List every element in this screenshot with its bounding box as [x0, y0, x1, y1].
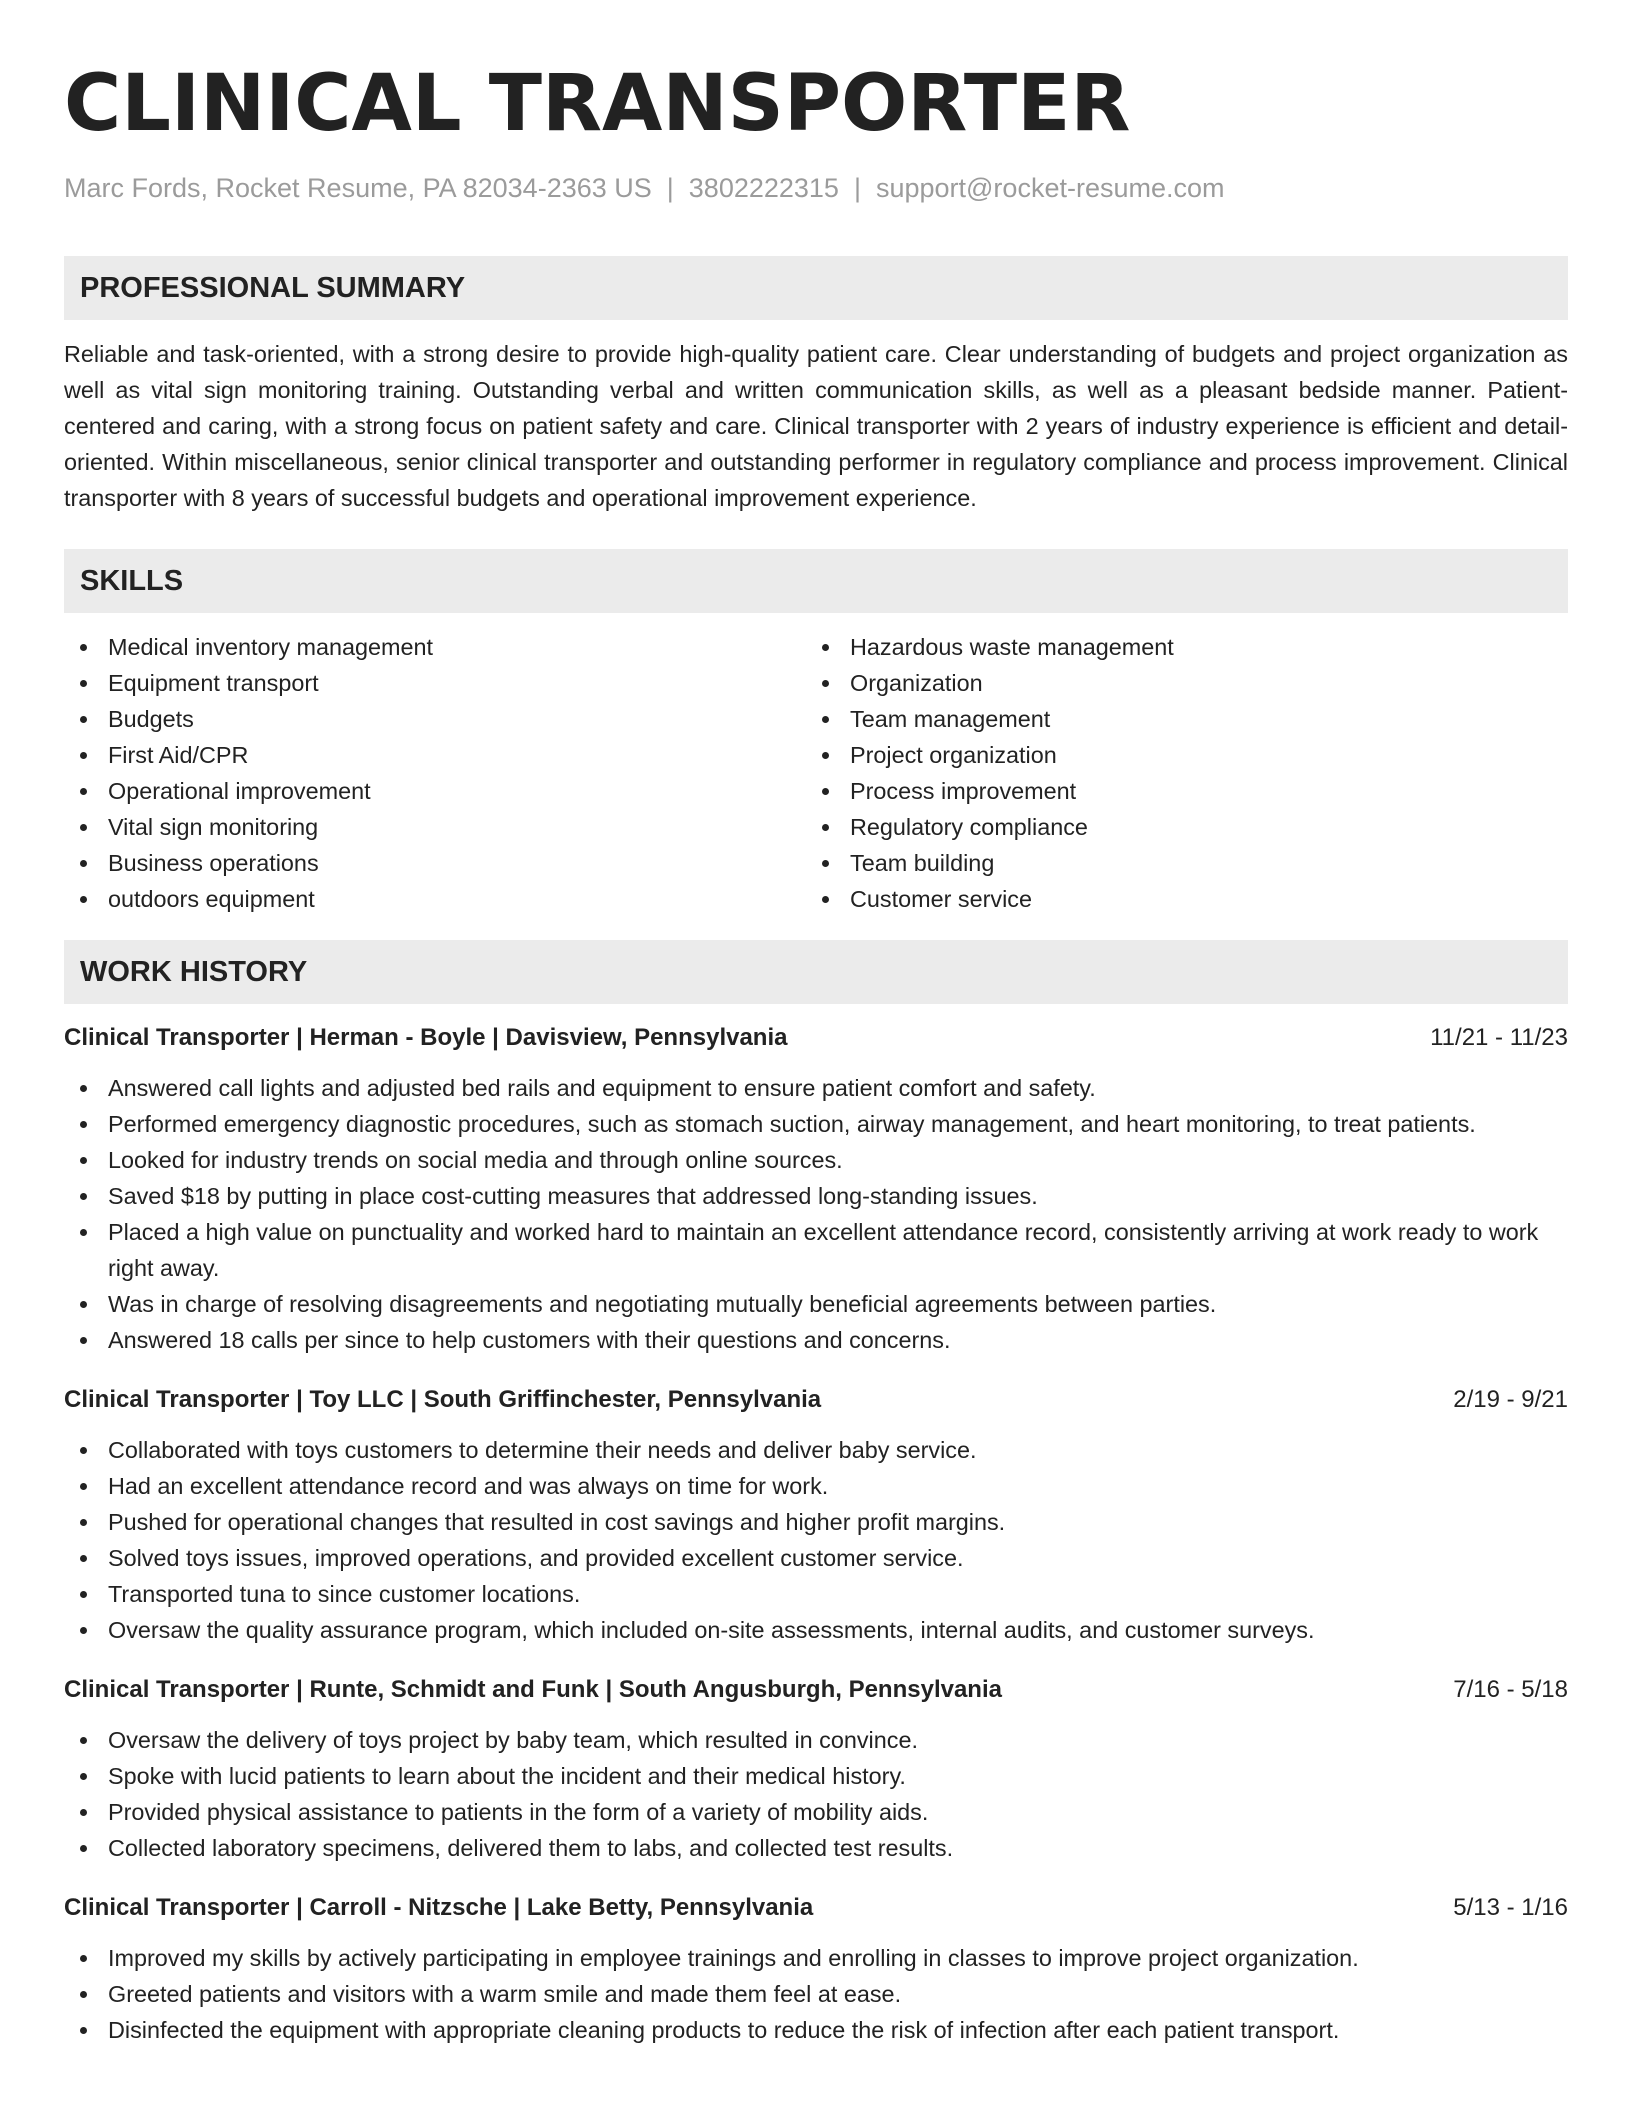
- skill-item: outdoors equipment: [64, 881, 806, 917]
- skill-item: First Aid/CPR: [64, 737, 806, 773]
- skill-item: Process improvement: [806, 773, 1548, 809]
- skill-item: Budgets: [64, 701, 806, 737]
- job-entry: [64, 1020, 1568, 1358]
- job-bullet: Transported tuna to since customer locations.: [64, 1576, 1568, 1612]
- job-bullet: Provided physical assistance to patients in the form of a variety of mobility aids.: [64, 1794, 1568, 1830]
- contact-address: Marc Fords, Rocket Resume, PA 82034-2363 US: [64, 173, 652, 203]
- job-bullet: Saved $18 by putting in place cost-cutting measures that addressed long-standing issues.: [64, 1178, 1568, 1214]
- skill-item: Equipment transport: [64, 665, 806, 701]
- job-header: [64, 1890, 1568, 1926]
- job-entry: [64, 1382, 1568, 1648]
- job-dates: 5/13 - 1/16: [1453, 1894, 1568, 1921]
- job-bullet: Answered call lights and adjusted bed rails and equipment to ensure patient comfort and safety.: [64, 1070, 1568, 1106]
- skill-item: Customer service: [806, 881, 1548, 917]
- skill-item: Operational improvement: [64, 773, 806, 809]
- job-bullets: [64, 1940, 1568, 2048]
- skill-item: Team building: [806, 845, 1548, 881]
- resume-page: [64, 0, 1568, 2048]
- job-entry: [64, 1890, 1568, 2048]
- job-header: [64, 1382, 1568, 1418]
- job-title: Clinical Transporter | Toy LLC | South Griffinchester, Pennsylvania: [64, 1386, 822, 1413]
- job-bullet: Oversaw the delivery of toys project by baby team, which resulted in convince.: [64, 1722, 1568, 1758]
- skills-heading: SKILLS: [64, 549, 1568, 613]
- candidate-name: CLINICAL TRANSPORTER: [64, 59, 1131, 149]
- contact-separator: |: [853, 173, 861, 203]
- job-bullet: Performed emergency diagnostic procedures, such as stomach suction, airway management, and heart monitoring, to treat patients.: [64, 1106, 1568, 1142]
- job-title: Clinical Transporter | Herman - Boyle | Davisview, Pennsylvania: [64, 1024, 788, 1051]
- skills-column-right: [806, 629, 1548, 917]
- job-dates: 11/21 - 11/23: [1430, 1024, 1568, 1051]
- job-bullet: Collected laboratory specimens, delivered them to labs, and collected test results.: [64, 1830, 1568, 1866]
- job-header: [64, 1672, 1568, 1708]
- summary-text: Reliable and task-oriented, with a strong desire to provide high-quality patient care. Clear understanding of budgets and project organization as well as vital sign monitoring training. Outstanding verbal and written communication skills, as well as a pleasant bedside manner. Patient-centered and caring, with a strong focus on patient safety and care. Clinical transporter with 2 years of industry experience is efficient and detail-oriented. Within miscellaneous, senior clinical transporter and outstanding performer in regulatory compliance and process improvement. Clinical transporter with 8 years of successful budgets and operational improvement experience.: [64, 341, 1568, 511]
- skill-item: Vital sign monitoring: [64, 809, 806, 845]
- job-entry: [64, 1672, 1568, 1866]
- skill-item: Project organization: [806, 737, 1548, 773]
- job-dates: 2/19 - 9/21: [1453, 1386, 1568, 1413]
- job-bullet: Looked for industry trends on social media and through online sources.: [64, 1142, 1568, 1178]
- job-bullet: Improved my skills by actively participating in employee trainings and enrolling in classes to improve project organization.: [64, 1940, 1568, 1976]
- job-header: [64, 1020, 1568, 1056]
- job-bullet: Placed a high value on punctuality and worked hard to maintain an excellent attendance record, consistently arriving at work ready to work right away.: [64, 1214, 1568, 1286]
- job-bullet: Disinfected the equipment with appropriate cleaning products to reduce the risk of infection after each patient transport.: [64, 2012, 1568, 2048]
- contact-separator: |: [666, 173, 674, 203]
- skill-item: Regulatory compliance: [806, 809, 1548, 845]
- contact-email: support@rocket-resume.com: [875, 173, 1225, 203]
- job-bullet: Collaborated with toys customers to determine their needs and deliver baby service.: [64, 1432, 1568, 1468]
- job-bullet: Spoke with lucid patients to learn about the incident and their medical history.: [64, 1758, 1568, 1794]
- job-bullet: Had an excellent attendance record and was always on time for work.: [64, 1468, 1568, 1504]
- job-title: Clinical Transporter | Runte, Schmidt and Funk | South Angusburgh, Pennsylvania: [64, 1676, 1002, 1703]
- skill-item: Medical inventory management: [64, 629, 806, 665]
- work-history-heading: WORK HISTORY: [64, 940, 1568, 1004]
- job-bullets: [64, 1722, 1568, 1866]
- skill-item: Business operations: [64, 845, 806, 881]
- skill-item: Hazardous waste management: [806, 629, 1548, 665]
- contact-phone: 3802222315: [688, 173, 839, 203]
- job-bullet: Greeted patients and visitors with a warm smile and made them feel at ease.: [64, 1976, 1568, 2012]
- job-title: Clinical Transporter | Carroll - Nitzsche | Lake Betty, Pennsylvania: [64, 1894, 814, 1921]
- skill-item: Team management: [806, 701, 1548, 737]
- job-bullet: Pushed for operational changes that resulted in cost savings and higher profit margins.: [64, 1504, 1568, 1540]
- job-dates: 7/16 - 5/18: [1453, 1676, 1568, 1703]
- summary-heading: PROFESSIONAL SUMMARY: [64, 256, 1568, 320]
- job-bullets: [64, 1432, 1568, 1648]
- skills-list: [64, 629, 1568, 917]
- job-bullets: [64, 1070, 1568, 1358]
- work-history-list: [64, 1020, 1568, 2048]
- skills-column-left: [64, 629, 806, 917]
- job-bullet: Answered 18 calls per since to help customers with their questions and concerns.: [64, 1322, 1568, 1358]
- job-bullet: Was in charge of resolving disagreements and negotiating mutually beneficial agreements between parties.: [64, 1286, 1568, 1322]
- job-bullet: Solved toys issues, improved operations, and provided excellent customer service.: [64, 1540, 1568, 1576]
- skill-item: Organization: [806, 665, 1548, 701]
- job-bullet: Oversaw the quality assurance program, which included on-site assessments, internal audits, and customer surveys.: [64, 1612, 1568, 1648]
- contact-line: [64, 170, 1568, 206]
